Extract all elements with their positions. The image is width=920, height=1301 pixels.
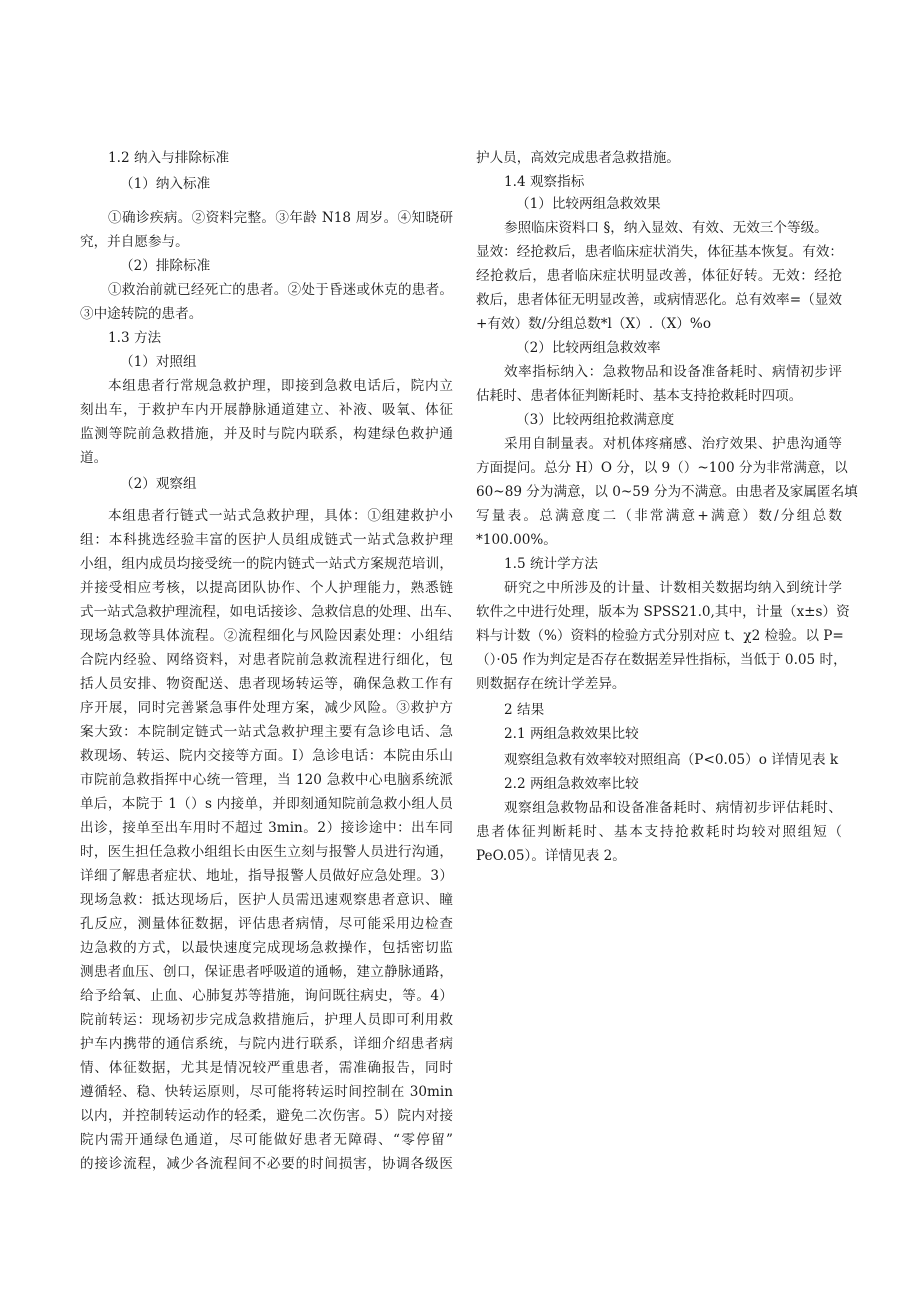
- text-line: 遵循轻、稳、快转运原则，尽可能将转运时间控制在 30min: [80, 1084, 453, 1100]
- text-line: 现场急救：抵达现场后，医护人员需迅速观察患者意识、瞳: [80, 892, 453, 908]
- text-line: 边急救的方式，以最快速度完成现场急救操作，包括密切监: [80, 940, 453, 956]
- text-line: 估耗时、患者体征判断耗时、基本支持抢救耗时四项。: [476, 388, 803, 404]
- text-line: 参照临床资料口 §，纳入显效、有效、无效三个等级。: [504, 220, 828, 236]
- text-line: ①确诊疾病。②资料完整。③年龄 N18 周岁。④知晓研: [108, 210, 453, 226]
- text-line: （）·05 作为判定是否存在数据差异性指标，当低于 0.05 时，: [476, 652, 847, 668]
- text-line: 院前转运：现场初步完成急救措施后，护理人员即可利用救: [80, 1012, 453, 1028]
- text-line: 现场急救等具体流程。②流程细化与风险因素处理：小组结: [80, 628, 453, 644]
- text-line: （3）比较两组抢救满意度: [516, 412, 675, 428]
- text-line: 护人员，高效完成患者急救措施。: [476, 150, 680, 166]
- text-line: 单后，本院于 1（）s 内接单，并即刻通知院前急救小组人员: [80, 796, 453, 812]
- text-line: 救后，患者体征无明显改善，或病情恶化。总有效率=（显效: [476, 292, 842, 308]
- text-line: 的接诊流程，减少各流程间不必要的时间损害，协调各级医: [80, 1156, 453, 1172]
- text-line: +有效）数/分组总数*l（X）.（X）%o: [476, 316, 712, 332]
- text-line: 小组，组内成员均接受统一的院内链式一站式方案规范培训，: [80, 556, 453, 572]
- text-line: 软件之中进行处理，版本为 SPSS21.0,其中，计量（x±s）资: [476, 604, 850, 620]
- text-line: 合院内经验、网络资料，对患者院前急救流程进行细化，包: [80, 652, 453, 668]
- text-line: 料与计数（%）资料的检验方式分别对应 t、χ2 检验。以 P=: [476, 628, 844, 644]
- text-line: 经抢救后，患者临床症状明显改善，体征好转。无效：经抢: [476, 268, 842, 284]
- text-line: 效率指标纳入：急救物品和设备准备耗时、病情初步评: [504, 364, 842, 380]
- text-line: ①救治前就已经死亡的患者。②处于昏迷或休克的患者。: [108, 282, 453, 298]
- text-line: 2 结果: [504, 702, 545, 718]
- text-line: 道。: [80, 450, 108, 466]
- text-line: 2.1 两组急救效果比较: [504, 726, 639, 742]
- text-line: 孔反应，测量体征数据，评估患者病情，尽可能采用边检查: [80, 916, 453, 932]
- text-line: 时，医生担任急救小组组长由医生立刻与报警人员进行沟通，: [80, 844, 453, 860]
- text-line: 刻出车，于救护车内开展静脉通道建立、补液、吸氧、体征: [80, 402, 453, 418]
- text-line: 60~89 分为满意，以 0~59 分为不满意。由患者及家属匿名填: [476, 484, 858, 500]
- text-line: 患者体征判断耗时、基本支持抢救耗时均较对照组短（: [476, 824, 842, 840]
- text-line: 详细了解患者症状、地址，指导报警人员做好应急处理。3）: [80, 868, 453, 884]
- text-line: 1.5 统计学方法: [504, 556, 598, 572]
- text-line: 2.2 两组急救效率比较: [504, 776, 639, 792]
- text-line: 给予给氧、止血、心肺复苏等措施，询问既往病史，等。4）: [80, 988, 453, 1004]
- text-line: 1.4 观察指标: [504, 174, 585, 190]
- text-line: 1.3 方法: [108, 330, 162, 346]
- text-line: 观察组急救物品和设备准备耗时、病情初步评估耗时、: [504, 800, 842, 816]
- text-line: （2）比较两组急救效率: [516, 340, 661, 356]
- text-line: 院内需开通绿色通道，尽可能做好患者无障碍、“零停留”: [80, 1132, 453, 1148]
- text-line: 并接受相应考核，以提高团队协作、个人护理能力，熟悉链: [80, 580, 453, 596]
- text-line: *100.00%。: [476, 532, 557, 548]
- text-line: 出诊，接单至出车用时不超过 3min。2）接诊途中：出车同: [80, 820, 453, 836]
- text-line: 1.2 纳入与排除标准: [108, 150, 230, 166]
- text-line: 救现场、转运、院内交接等方面。I）急诊电话：本院由乐山: [80, 748, 453, 764]
- text-line: （2）观察组: [120, 476, 197, 492]
- text-line: 组：本科挑选经验丰富的医护人员组成链式一站式急救护理: [80, 532, 453, 548]
- text-line: 则数据存在统计学差异。: [476, 676, 626, 692]
- text-line: 式一站式急救护理流程，如电话接诊、急救信息的处理、出车、: [80, 604, 461, 620]
- text-line: 以内，并控制转运动作的轻柔，避免二次伤害。5）院内对接: [80, 1108, 453, 1124]
- text-line: 护车内携带的通信系统，与院内进行联系，详细介绍患者病: [80, 1036, 453, 1052]
- text-line: PeO.05）。详情见表 2。: [476, 848, 626, 864]
- text-line: （1）比较两组急救效果: [516, 196, 661, 212]
- text-line: 市院前急救指挥中心统一管理，当 120 急救中心电脑系统派: [80, 772, 453, 788]
- text-line: 本组患者行常规急救护理，即接到急救电话后，院内立: [108, 378, 453, 394]
- text-line: 情、体征数据，尤其是情况较严重患者，需准确报告，同时: [80, 1060, 453, 1076]
- text-line: 写量表。总满意度二（非常满意+满意）数/分组总数: [476, 508, 842, 524]
- text-line: 究，并自愿参与。: [80, 234, 189, 250]
- text-line: 研究之中所涉及的计量、计数相关数据均纳入到统计学: [504, 580, 842, 596]
- text-line: 括人员安排、物资配送、患者现场转运等，确保急救工作有: [80, 676, 453, 692]
- text-line: 本组患者行链式一站式急救护理，具体：①组建救护小: [108, 508, 453, 524]
- text-line: 序开展，同时完善紧急事件处理方案，减少风险。③救护方: [80, 700, 453, 716]
- text-line: 观察组急救有效率较对照组高（P<0.05）o 详情见表 k: [504, 752, 839, 768]
- text-line: 采用自制量表。对机体疼痛感、治疗效果、护患沟通等: [504, 436, 842, 452]
- text-line: 显效：经抢救后，患者临床症状消失，体征基本恢复。有效：: [476, 244, 844, 260]
- text-line: 案大致：本院制定链式一站式急救护理主要有急诊电话、急: [80, 724, 453, 740]
- text-line: （2）排除标准: [120, 258, 211, 274]
- text-line: 监测等院前急救措施，并及时与院内联系，构建绿色救护通: [80, 426, 453, 442]
- text-line: 测患者血压、创口，保证患者呼吸道的通畅，建立静脉通路，: [80, 964, 453, 980]
- text-line: （1）对照组: [120, 354, 197, 370]
- text-line: ③中途转院的患者。: [80, 306, 203, 322]
- text-line: 方面提问。总分 H）O 分，以 9（）~100 分为非常满意，以: [476, 460, 848, 476]
- text-line: （1）纳入标准: [120, 176, 211, 192]
